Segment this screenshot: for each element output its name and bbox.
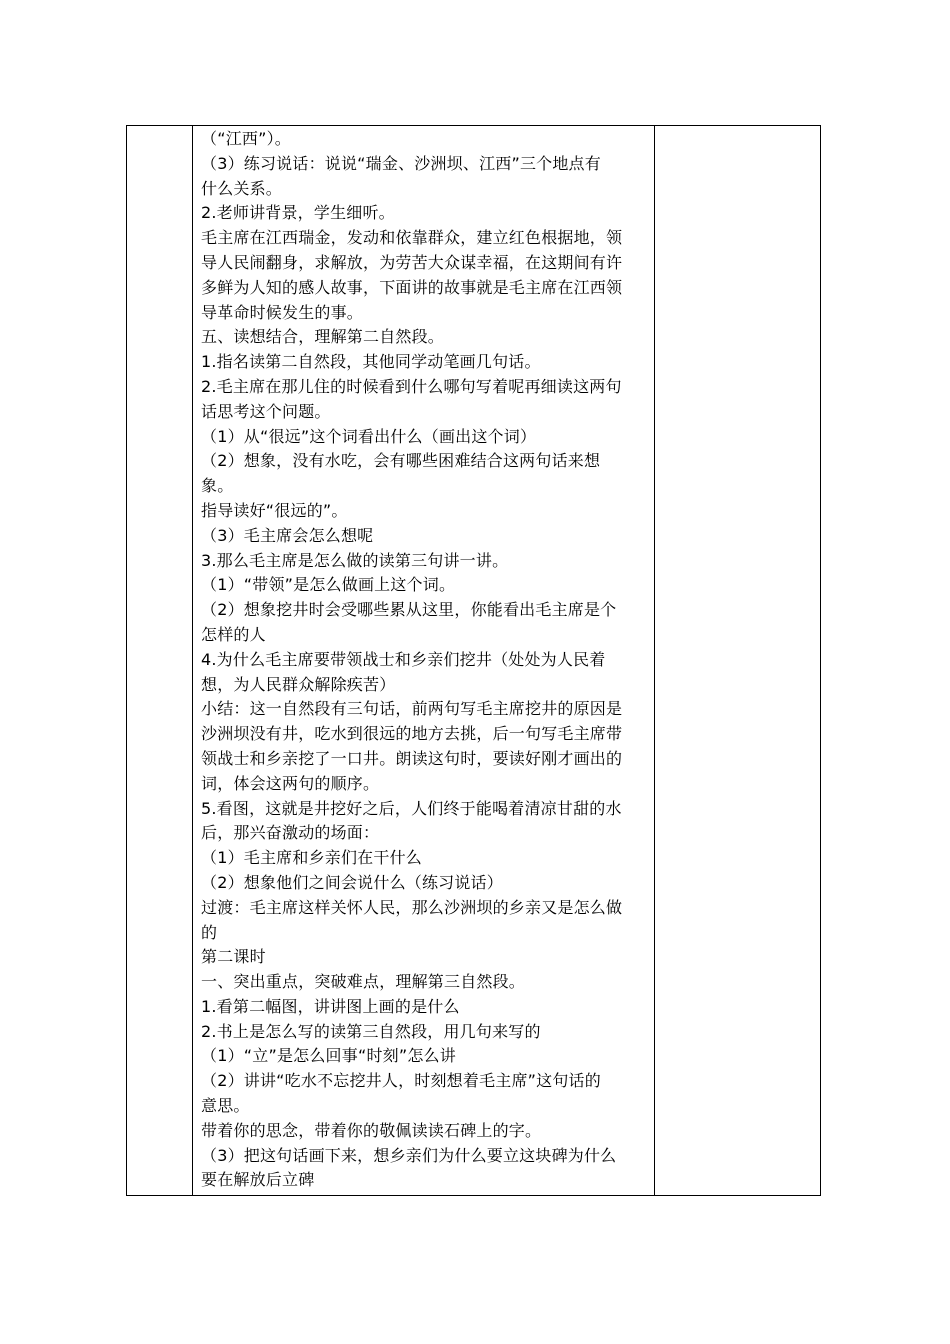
content-line: 2.毛主席在那儿住的时候看到什么哪句写着呢再细读这两句 [201, 376, 622, 396]
content-line: 5.看图，这就是井挖好之后，人们终于能喝着清凉甘甜的水 [201, 798, 622, 818]
content-line: 1.指名读第二自然段，其他同学动笔画几句话。 [201, 352, 541, 372]
content-line: 小结：这一自然段有三句话，前两句写毛主席挖井的原因是 [201, 699, 623, 719]
content-line: 领战士和乡亲挖了一口井。朗读这句时，要读好刚才画出的 [201, 748, 623, 768]
content-line: （3）把这句话画下来，想乡亲们为什么要立这块碑为什么 [201, 1145, 617, 1165]
notes-column-cell [655, 126, 820, 1195]
content-line: （1）毛主席和乡亲们在干什么 [201, 848, 422, 868]
content-line: （3）练习说话：说说“瑞金、沙洲坝、江西”三个地点有 [201, 153, 601, 173]
content-line: 一、突出重点，突破难点，理解第三自然段。 [201, 972, 526, 992]
content-line: 4.为什么毛主席要带领战士和乡亲们挖井（处处为人民着 [201, 649, 606, 669]
content-line: 第二课时 [201, 947, 266, 967]
content-line: 想，为人民群众解除疾苦） [201, 674, 396, 694]
content-line: （1）从“很远”这个词看出什么（画出这个词） [201, 426, 537, 446]
content-line: 意思。 [201, 1096, 250, 1116]
content-line: 话思考这个问题。 [201, 401, 331, 421]
content-line: （1）“立”是怎么回事“时刻”怎么讲 [201, 1046, 456, 1066]
content-line: （2）想象，没有水吃，会有哪些困难结合这两句话来想 [201, 451, 601, 471]
content-line: 怎样的人 [201, 624, 266, 644]
content-line: 词，体会这两句的顺序。 [201, 773, 380, 793]
content-line: 五、读想结合，理解第二自然段。 [201, 327, 445, 347]
content-line: （1）“带领”是怎么做画上这个词。 [201, 575, 456, 595]
content-line: 沙洲坝没有井，吃水到很远的地方去挑，后一句写毛主席带 [201, 724, 623, 744]
content-line: 过渡：毛主席这样关怀人民，那么沙洲坝的乡亲又是怎么做 [201, 897, 623, 917]
content-line: （2）讲讲“吃水不忘挖井人，时刻想着毛主席”这句话的 [201, 1071, 601, 1091]
content-line: （“江西”）。 [201, 129, 291, 148]
content-line: （2）想象他们之间会说什么（练习说话） [201, 872, 503, 892]
content-line: 指导读好“很远的”。 [201, 500, 348, 520]
content-line: 象。 [201, 476, 234, 496]
content-line: 1.看第二幅图，讲讲图上画的是什么 [201, 996, 460, 1016]
content-line: 什么关系。 [201, 178, 283, 198]
content-line: 后，那兴奋激动的场面： [201, 823, 380, 843]
content-line: 的 [201, 922, 218, 942]
content-line: （2）想象挖井时会受哪些累从这里，你能看出毛主席是个 [201, 600, 617, 620]
content-line: 带着你的思念，带着你的敬佩读读石碑上的字。 [201, 1120, 542, 1140]
left-column-cell [127, 126, 193, 1195]
content-line: 毛主席在江西瑞金，发动和依靠群众，建立红色根据地，领 [201, 228, 623, 248]
content-line: 2.老师讲背景，学生细听。 [201, 203, 395, 223]
lesson-plan-table [126, 125, 821, 1196]
content-line: 导人民闹翻身，求解放，为劳苦大众谋幸福，在这期间有许 [201, 252, 623, 272]
content-line: 要在解放后立碑 [201, 1170, 315, 1190]
content-line: 多鲜为人知的感人故事，下面讲的故事就是毛主席在江西领 [201, 277, 623, 297]
content-line: （3）毛主席会怎么想呢 [201, 525, 374, 545]
lesson-content-cell [193, 126, 655, 1195]
content-line: 导革命时候发生的事。 [201, 302, 364, 322]
content-line: 3.那么毛主席是怎么做的读第三句讲一讲。 [201, 550, 509, 570]
content-line: 2.书上是怎么写的读第三自然段，用几句来写的 [201, 1021, 541, 1041]
